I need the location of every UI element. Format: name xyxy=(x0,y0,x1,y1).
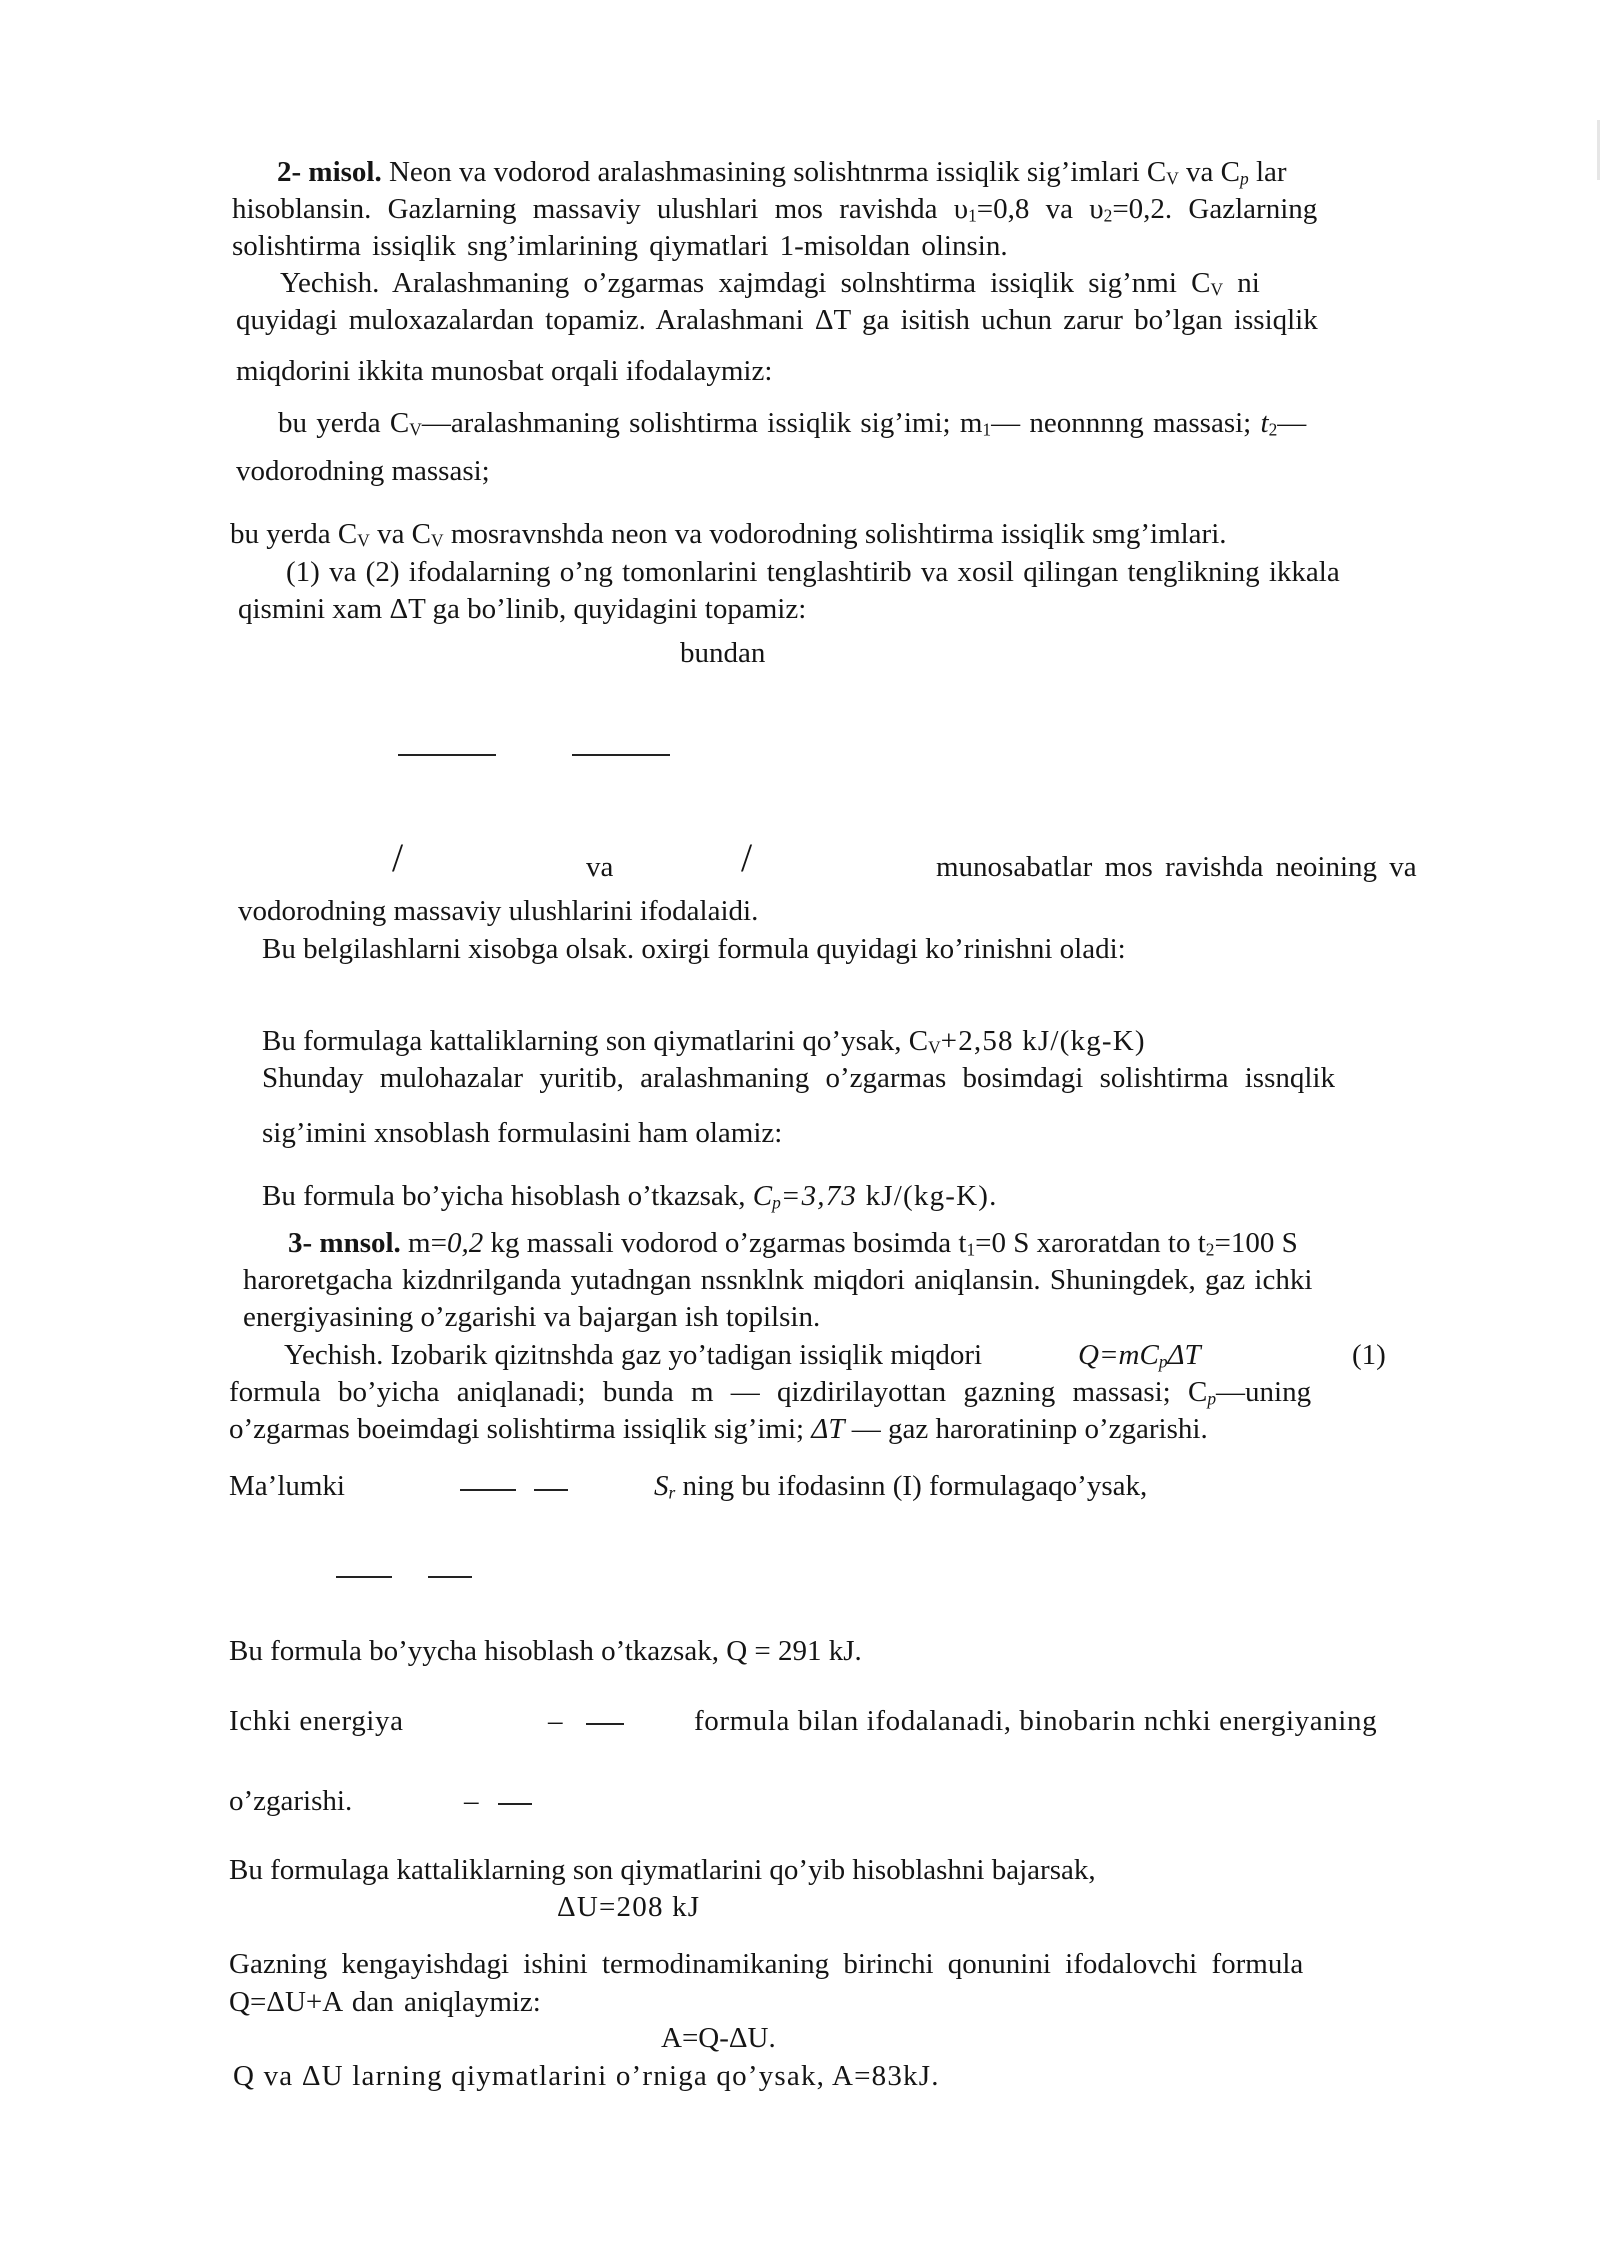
ex2-line-1: 2- misol. Neon va vodorod aralashmasining solishtnrma issiqlik sig’imlari $C_V$ va $C_p$ lar xyxy=(277,156,1287,189)
ex3-line-14: Q=ΔU+A dan aniqlaymiz: xyxy=(229,1986,541,2018)
ex2-line-12: munosabatlar mos ravishda neoining va xyxy=(936,851,1417,883)
fraction-bar xyxy=(428,1576,472,1578)
fraction-bar xyxy=(586,1723,624,1725)
ex3-line-1: 3- mnsol. m=0,2 kg massali vodorod o’zgarmas bosimda $t_1=0$ S xaroratdan to $t_2=100$ S xyxy=(288,1227,1298,1260)
fraction-slash: / xyxy=(392,835,404,880)
ex3-line-11: Bu formulaga kattaliklarning son qiymatlarini qo’yib hisoblashni bajarsak, xyxy=(229,1854,1096,1886)
ex2-line-14: Bu belgilashlarni xisobga olsak. oxirgi formula quyidagi ko’rinishni oladi: xyxy=(262,933,1126,965)
fraction-slash: / xyxy=(741,835,753,880)
ex3-equation-number: (1) xyxy=(1352,1339,1386,1371)
ex3-line-8: Bu formula bo’yycha hisoblash o’tkazsak, Q = 291 kJ. xyxy=(229,1635,862,1667)
ex3-line-16: Q va ΔU larning qiymatlarini o’rniga qo’ysak, A=83kJ. xyxy=(233,2060,940,2092)
ex3-line-7: Ma’lumki xyxy=(229,1470,345,1502)
fraction-bar xyxy=(398,754,496,756)
ex2-line-10: (1) va (2) ifodalarning o’ng tomonlarini tenglashtirib va xosil qilingan tenglikning ikkala xyxy=(286,556,1340,588)
fraction-bar xyxy=(460,1489,516,1491)
va-label: va xyxy=(586,851,614,883)
ex2-line-13: vodorodning massaviy ulushlarini ifodalaidi. xyxy=(238,895,759,927)
ex2-line-7: bu yerda $C_V—aralashmaning$ solishtirma issiqlik sig’imi; $m_1—$ neonnnng massasi; $t_2—$ xyxy=(278,407,1307,440)
fraction-bar xyxy=(498,1803,532,1805)
ex3-line-3: energiyasining o’zgarishi va bajargan ish topilsin. xyxy=(243,1301,821,1333)
ex2-line-11: qismini xam ΔT ga bo’linib, quyidagini topamiz: xyxy=(238,593,807,625)
ex3-line-15: A=Q-ΔU. xyxy=(661,2022,776,2054)
ex3-line-9a: Ichki energiya xyxy=(229,1705,404,1737)
ex3-line-10: o’zgarishi. xyxy=(229,1785,353,1817)
fraction-bar xyxy=(572,754,670,756)
ex3-line-5: formula bo’yicha aniqlanadi; bunda m — qizdirilayottan gazning massasi; $C_p—uning$ xyxy=(229,1376,1312,1409)
fraction-bar xyxy=(534,1489,568,1491)
ex2-line-15: Bu formulaga kattaliklarning son qiymatlarini qo’ysak, $C_V+2,58$ kJ/(kg-K) xyxy=(262,1025,1146,1058)
ex3-line-13: Gazning kengayishdagi ishini termodinamikaning birinchi qonunini ifodalovchi formula xyxy=(229,1948,1304,1980)
ex2-line-17: sig’imini xnsoblash formulasini ham olamiz: xyxy=(262,1117,783,1149)
ex2-line-8: vodorodning massasi; xyxy=(236,455,490,487)
ex3-line-9b: formula bilan ifodalanadi, binobarin nchki energiyaning xyxy=(694,1705,1378,1737)
ex3-line-6: o’zgarmas boeimdagi solishtirma issiqlik sig’imi; ΔT — gaz haroratininp o’zgarishi. xyxy=(229,1413,1208,1445)
ex3-line-4: Yechish. Izobarik qizitnshda gaz yo’tadigan issiqlik miqdori xyxy=(284,1339,983,1371)
ex3-line-7b: $S_r$ ning bu ifodasinn (I) formulagaqo’ysak, xyxy=(654,1470,1148,1503)
ex2-line-9: bu yerda $C_V$ va $C_V$ mosravnshda neon va vodorodning solishtirma issiqlik smg’imlari. xyxy=(230,518,1227,551)
minus-sign: – xyxy=(548,1705,563,1737)
ex2-line-6: miqdorini ikkita munosbat orqali ifodalaymiz: xyxy=(236,355,773,387)
ex2-heading: 2- misol. xyxy=(277,156,382,188)
ex2-line-3: solishtirma issiqlik sng’imlarining qiymatlari 1-misoldan olinsin. xyxy=(232,230,1008,262)
ex2-line-2: hisoblansin. Gazlarning massaviy ulushlari mos ravishda $\upsilon_1=0,8$ va $\upsilon_2=0,2$. Gazlarning xyxy=(232,193,1318,226)
ex3-line-12: ΔU=208 kJ xyxy=(557,1891,701,1923)
ex2-line-16: Shunday mulohazalar yuritib, aralashmaning o’zgarmas bosimdagi solishtirma issnqlik xyxy=(262,1062,1335,1094)
fraction-bar xyxy=(336,1576,392,1578)
ex3-formula-q: $Q=mC_p\Delta T$ xyxy=(1078,1339,1201,1372)
bundan-label: bundan xyxy=(680,637,766,669)
ex2-line-5: quyidagi muloxazalardan topamiz. Aralashmani ΔT ga isitish uchun zarur bo’lgan issiqlik xyxy=(236,304,1318,336)
minus-sign: – xyxy=(464,1785,479,1817)
ex3-line-2: haroretgacha kizdnrilganda yutadngan nssnklnk miqdori aniqlansin. Shuningdek, gaz ichki xyxy=(243,1264,1313,1296)
ex2-line-4: Yechish. Aralashmaning o’zgarmas xajmdagi solnshtirma issiqlik sig’nmi $C_V$ ni xyxy=(280,267,1260,300)
ex3-heading: 3- mnsol. xyxy=(288,1227,401,1259)
ex2-line-18: Bu formula bo’yicha hisoblash o’tkazsak, $C_p=3,73$ kJ/(kg-K). xyxy=(262,1180,998,1213)
